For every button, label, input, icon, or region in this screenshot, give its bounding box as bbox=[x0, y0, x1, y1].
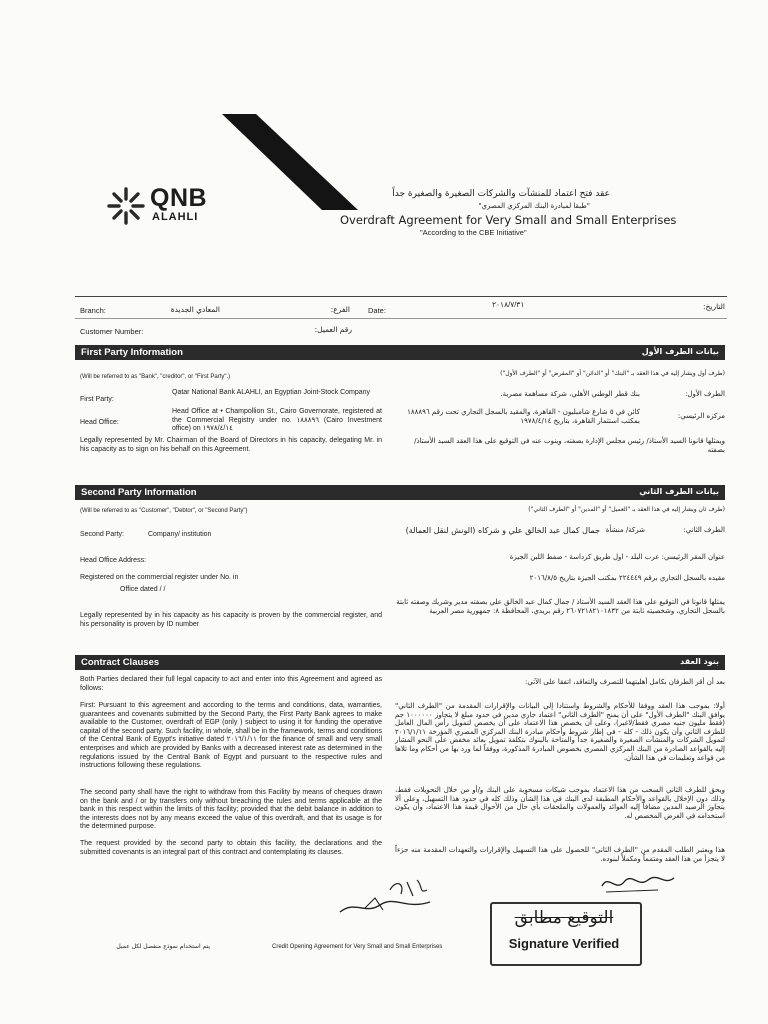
stamp-text-arabic: التوقيع مطابق bbox=[514, 908, 614, 928]
second-party-note: (Will be referred to as "Customer", "Debtor", or "Second Party") bbox=[80, 508, 248, 514]
second-party-label: Second Party: bbox=[80, 531, 124, 538]
first-party-note-arabic: (طرف أول ويشار إليه في هذا العقد بـ "البنك" أو "الدائن" أو "المقرض" أو "الطرف الأول") bbox=[500, 370, 725, 377]
register-line-arabic: مقيده بالسجل التجاري برقم ٢٢٤٤٤٩ بمكتب الجيزة بتاريخ ٢٠١٦/٨/٥ bbox=[529, 574, 725, 582]
second-party-heading-arabic: بيانات الطرف الثاني bbox=[639, 487, 719, 496]
head-office-value-arabic: كائن في ٥ شارع شامبليون - القاهرة، والمقيد بالسجل التجاري تحت رقم ١٨٨٨٩٦ بمكتب استثمار القاهرة، بتاريخ ١٩٧٨/٤/١٤ bbox=[407, 408, 640, 425]
second-party-representation-arabic: يمثلها قانونا في التوقيع على هذا العقد السيد الأستاذ / جمال كمال عبد الخالق علي بصفته مدير وشريك وصفته ثابتة بالسجل التجاري، وشخصيته ثابتة من ٢٦٠٧٢١٨٢١٠١٨٣٢ رقم بريدي، المحافظة ٨: جمهورية مصر العربية bbox=[396, 598, 725, 615]
logo-subline: ALAHLI bbox=[152, 211, 199, 223]
first-party-value-arabic: بنك قطر الوطني الأهلي، شركة مساهمة مصرية. bbox=[500, 390, 640, 398]
customer-signature bbox=[335, 860, 435, 920]
second-party-representation: Legally represented by in his capacity as his capacity is proven by the commercial register, and his personality is proven by ID number bbox=[80, 612, 382, 628]
clause-first-arabic: أولا: بموجب هذا العقد ووفقا للأحكام والشروط واستنادا إلى البيانات والإقرارات المقدمة من "الطرف الثاني" يوافق البنك "الطرف الأول" على أن يمنح "الطرف الثاني" اعتماد جاري مدين في حدود مبلغ لا يتجاوز ١٠٠٠٠٠٠ جم (فقط مليون جنيه مصري فقط/لاغير)، وعلى أن يخصص هذا الاعتماد على أن يخصص لتمويل رأس المال العامل للطرف الثاني وأن يكون ذلك - كله - في إطار شروط وأحكام مبادرة البنك المركزي المصري المؤرخة ٢٠١٦/١/١١ لتمويل الشركات والمنشآت الصغيرة والصغيرة جداً والمتاحة بالبنوك بتكلفة تمويل بعائد مخفض على النحو المشار إليه بالقواعد الصادرة من البنك المركزي المصري بخصوص المبادرة المذكورة، ووفقاً لما ورد بها من أحكام وما تلاها من قواعد وتعليمات في هذا الشأن. bbox=[395, 702, 725, 762]
first-party-note: (Will be referred to as "Bank", "creditor", or "First Party".) bbox=[80, 374, 231, 380]
first-party-representation: Legally represented by Mr. Chairman of the Board of Directors in his capacity, delegating Mr. in his capacity as to sign on his behalf on this Agreement. bbox=[80, 437, 382, 453]
clause-withdraw-arabic: ويحق للطرف الثاني السحب من هذا الاعتماد بموجب شيكات مسحوبة على البنك و/أو من خلال التحويلات فقط، وذلك دون الإخلال بالقواعد والأحكام المطبقة لدى البنك في هذا الشأن وذلك كله في حدود هذا التسهيل، وعلى ألا يتجاوز الرصيد المدين مضافاً إليه العوائد والعمولات والملحقات بأي حال من الأحوال قيمة هذا الاعتماد، وأن يكون استخدامه في الغرض المخصص له. bbox=[395, 786, 725, 820]
branch-label-arabic: الفرع: bbox=[330, 305, 350, 314]
head-office-value: Head Office at • Champollion St., Cairo Governorate, registered at the Commercial Registry under no. ١٨٨٨٩٦ (Cairo Investment office) on ١٩٧٨/٤/١٤ bbox=[172, 408, 383, 433]
stamp-text-english: Signature Verified bbox=[508, 936, 620, 951]
second-party-heading: Second Party Information bbox=[81, 487, 197, 498]
contract-clauses-heading: Contract Clauses bbox=[81, 657, 160, 668]
subtitle-arabic: "طبقا لمبادرة البنك المركزي المصري" bbox=[478, 202, 590, 210]
second-party-value: Company/ institution bbox=[148, 531, 212, 538]
meta-mid-rule bbox=[75, 318, 727, 319]
first-party-value: Qatar National Bank ALAHLI, an Egyptian Joint-Stock Company bbox=[172, 389, 371, 396]
signature-verified-stamp bbox=[490, 902, 642, 966]
second-party-office-value-arabic: عنوان المقر الرئيسي: عرب البلد - اول طريق كرداسة - صفط اللبن الجيزة bbox=[509, 553, 725, 561]
second-party-header bbox=[75, 485, 725, 500]
first-party-heading: First Party Information bbox=[81, 347, 183, 358]
head-office-label-arabic: مركزه الرئيسي: bbox=[677, 412, 725, 420]
clause-request-arabic: هذا ويعتبر الطلب المقدم من "الطرف الثاني" للحصول على هذا التسهيل والإقرارات والتعهدات المقدمة منه جزءاً لا يتجزأ من هذا العقد ومتمماً ومكملاً لبنوده. bbox=[395, 846, 725, 863]
footer-note-arabic: يتم استخدام نموذج منفصل لكل عميل bbox=[116, 943, 210, 950]
contract-clauses-header bbox=[75, 655, 725, 670]
clause-first: First: Pursuant to this agreement and according to the terms and conditions, data, warranties, guarantees and covenants submitted by the Second Party, the First Party Bank agrees to make available to the Customer, overdraft of EGP (only ) subject to using it for funding the operative capital of the second party. Such facility, in whole, shall be in the framework, terms and conditions of the Central Bank of Egypt's initiative dated ٢٠١٦/١/١١ for the finance of small and very small enterprises and which are provided by Banks with a decreased interest rate as determined in the regulations issued by the Central Bank of Egypt and pursuant to the respective rules and instructions following these regulations. bbox=[80, 702, 382, 770]
clause-request: The request provided by the second party to obtain this facility, the declarations and the submitted covenants is an integral part of this contract and contemplating its clauses. bbox=[80, 840, 382, 856]
contract-clauses-heading-arabic: بنود العقد bbox=[680, 657, 719, 666]
register-line: Registered on the commercial register under No. in bbox=[80, 574, 239, 581]
date-label-arabic: التاريخ: bbox=[703, 302, 725, 311]
bank-signature bbox=[598, 868, 678, 898]
second-party-label-arabic: الطرف الثاني: bbox=[683, 526, 725, 534]
date-label: Date: bbox=[368, 306, 386, 315]
first-party-representation-arabic: ويمثلها قانونا السيد الأستاذ/ رئيس مجلس الإدارة بصفته، وينوب عنه في التوقيع على هذا العقد السيد الأستاذ/ بصفته bbox=[414, 437, 725, 454]
second-party-value-arabic: جمال كمال عبد الخالق علي و شركاه (الونش لنقل العمالة) bbox=[405, 526, 600, 535]
logo-wordmark: QNB bbox=[150, 184, 208, 212]
second-party-type-arabic: شركة/ منشأة bbox=[605, 526, 645, 534]
clauses-intro: Both Parties declared their full legal capacity to act and enter into this Agreement and agreed as follows: bbox=[80, 676, 382, 692]
qnb-logo bbox=[106, 184, 208, 231]
first-party-heading-arabic: بيانات الطرف الأول bbox=[641, 347, 719, 356]
qnb-emblem-icon bbox=[106, 186, 146, 226]
first-party-label-arabic: الطرف الأول: bbox=[685, 390, 725, 398]
branch-value: المعادي الجديدة bbox=[170, 305, 220, 314]
subtitle-english: "According to the CBE Initiative" bbox=[420, 228, 527, 237]
head-office-label: Head Office: bbox=[80, 419, 119, 426]
customer-number-label: Customer Number: bbox=[80, 327, 144, 336]
footer-document-title: Credit Opening Agreement for Very Small and Small Enterprises bbox=[272, 944, 443, 950]
title-english: Overdraft Agreement for Very Small and Small Enterprises bbox=[340, 213, 677, 227]
clause-withdraw: The second party shall have the right to withdraw from this Facility by means of cheques drawn on the bank and / or by transfers only without breaching the rules and terms applicable at the bank in this respect within the limits of this facility; provided that the debit balance in addition to the interests does not by any means exceed the value of this overdraft, and that its usage is for the determined purpose. bbox=[80, 789, 382, 831]
date-value: ٢٠١٨/٧/٣١ bbox=[492, 300, 525, 309]
customer-number-label-arabic: رقم العميل: bbox=[314, 325, 352, 334]
title-arabic: عقد فتح اعتماد للمنشآت والشركات الصغيرة والصغيرة جداً bbox=[392, 189, 610, 199]
first-party-header bbox=[75, 345, 725, 360]
branch-label: Branch: bbox=[80, 306, 106, 315]
register-office-line: Office dated / / bbox=[120, 586, 166, 593]
second-party-office-label: Head Office Address: bbox=[80, 557, 147, 564]
clauses-intro-arabic: بعد أن أقر الطرفان بكامل أهليتهما للتصرف والتعاقد، اتفقا على الآتي: bbox=[525, 678, 725, 686]
second-party-note-arabic: (طرف ثان ويشار إليه في هذا العقد بـ "العميل" أو "المدين" أو "الطرف الثاني") bbox=[528, 506, 725, 513]
meta-top-rule bbox=[75, 296, 727, 297]
first-party-label: First Party: bbox=[80, 396, 114, 403]
